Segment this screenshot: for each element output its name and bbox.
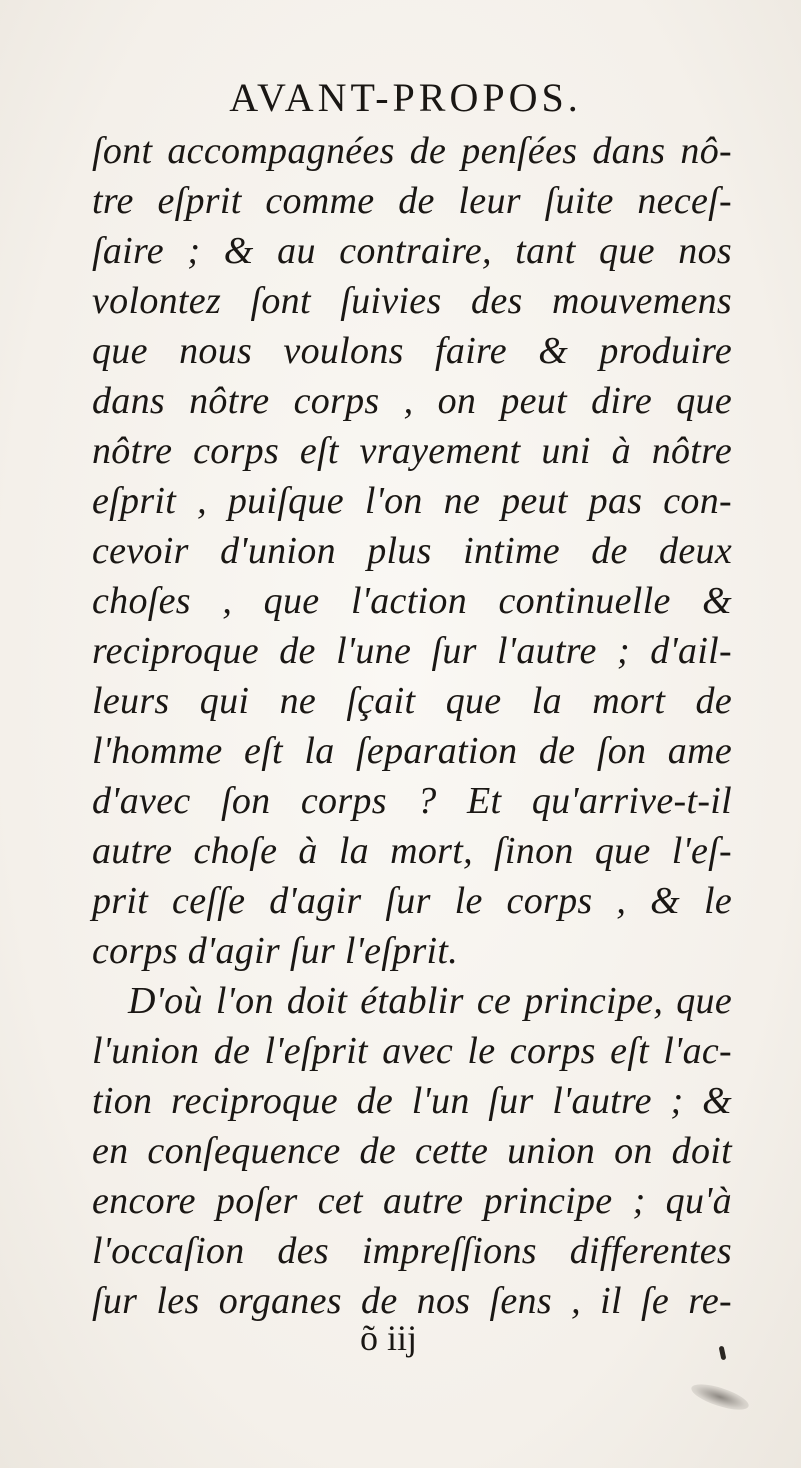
text-line: eſprit , puiſque l'on ne peut pas con- bbox=[92, 480, 732, 522]
text-line: encore poſer cet autre principe ; qu'à bbox=[92, 1180, 732, 1222]
text-line: tre eſprit comme de leur ſuite neceſ- bbox=[92, 180, 732, 222]
text-line: en conſequence de cette union on doit bbox=[92, 1130, 732, 1172]
text-line: nôtre corps eſt vrayement uni à nôtre bbox=[92, 430, 732, 472]
text-line: ſont accompagnées de penſées dans nô- bbox=[92, 130, 732, 172]
text-line: cevoir d'union plus intime de deux bbox=[92, 530, 732, 572]
running-head: AVANT-PROPOS. bbox=[229, 75, 582, 120]
text-line: tion reciproque de l'un ſur l'autre ; & bbox=[92, 1080, 732, 1122]
text-line: choſes , que l'action continuelle & bbox=[92, 580, 732, 622]
text-line: l'occaſion des impreſſions differentes bbox=[92, 1230, 732, 1272]
text-line: l'homme eſt la ſeparation de ſon ame bbox=[92, 730, 732, 772]
text-line: corps d'agir ſur l'eſprit. bbox=[92, 930, 459, 972]
text-line: D'où l'on doit établir ce principe, que bbox=[128, 980, 732, 1022]
text-line: volontez ſont ſuivies des mouvemens bbox=[92, 280, 732, 322]
ink-smudge bbox=[689, 1379, 752, 1415]
text-line: que nous voulons faire & produire bbox=[92, 330, 732, 372]
text-line: autre choſe à la mort, ſinon que l'eſ- bbox=[92, 830, 732, 872]
text-line: ſaire ; & au contraire, tant que nos bbox=[92, 230, 732, 272]
text-line: prit ceſſe d'agir ſur le corps , & le bbox=[92, 880, 732, 922]
text-line: leurs qui ne ſçait que la mort de bbox=[92, 680, 732, 722]
text-line: d'avec ſon corps ? Et qu'arrive-t-il bbox=[92, 780, 732, 822]
text-line: ſur les organes de nos ſens , il ſe re- bbox=[92, 1280, 732, 1322]
text-line: reciproque de l'une ſur l'autre ; d'ail- bbox=[92, 630, 732, 672]
text-line: l'union de l'eſprit avec le corps eſt l'ac- bbox=[92, 1030, 732, 1072]
signature-mark: õ iij bbox=[360, 1318, 418, 1358]
text-line: dans nôtre corps , on peut dire que bbox=[92, 380, 732, 422]
ink-speck bbox=[719, 1346, 727, 1361]
